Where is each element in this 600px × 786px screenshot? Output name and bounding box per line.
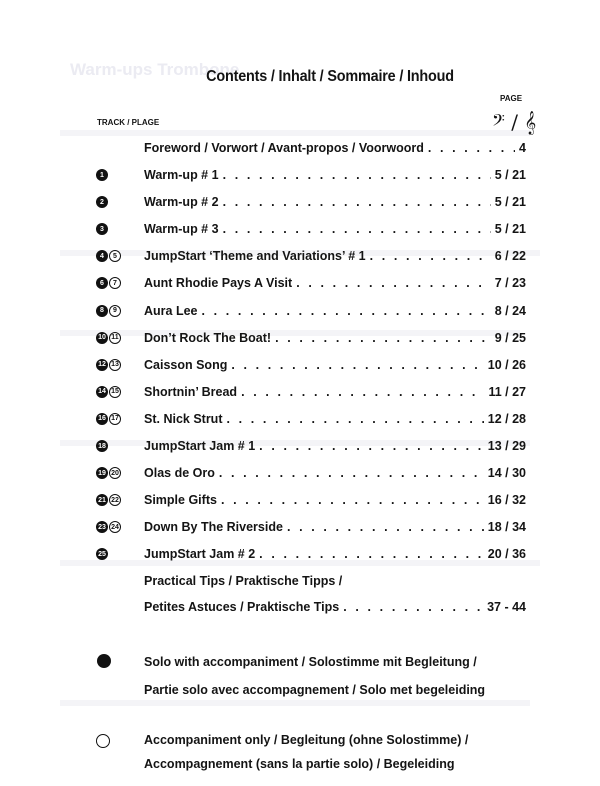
contents-entry <box>96 436 526 456</box>
track-number-filled-icon: 12 <box>96 359 108 371</box>
track-number-filled-icon: 23 <box>96 521 108 533</box>
entry-label: Warm-up # 2 <box>144 195 219 210</box>
entry-label: Down By The Riverside <box>144 520 283 535</box>
entry-pages: 6 / 22 <box>494 249 526 264</box>
entry-pages: 18 / 34 <box>487 520 526 535</box>
background-line <box>60 130 530 136</box>
contents-entry <box>96 192 526 212</box>
entry-pages: 14 / 30 <box>487 466 526 481</box>
contents-entry <box>96 301 526 321</box>
dot-leader <box>370 249 491 263</box>
contents-entry <box>96 273 526 293</box>
page-column-header: PAGE <box>500 94 523 103</box>
dot-leader <box>428 141 515 155</box>
dot-leader <box>227 412 484 426</box>
track-number-filled-icon: 14 <box>96 386 108 398</box>
entry-pages: 20 / 36 <box>487 547 526 562</box>
entry-label: Simple Gifts <box>144 493 217 508</box>
contents-entry <box>96 219 526 239</box>
legend-solo-line1: Solo with accompaniment / Solostimme mit Begleitung / <box>144 655 477 669</box>
track-number-filled-icon: 16 <box>96 413 108 425</box>
entry-label: JumpStart ‘Theme and Variations’ # 1 <box>144 249 366 264</box>
contents-entry <box>96 409 526 429</box>
track-number-filled-icon: 10 <box>96 332 108 344</box>
entry-pages: 37 - 44 <box>487 600 526 614</box>
track-number-outline-icon: 20 <box>109 467 121 479</box>
track-number-outline-icon: 15 <box>109 386 121 398</box>
entry-pages: 5 / 21 <box>494 195 526 210</box>
entry-pages: 5 / 21 <box>494 222 526 237</box>
dot-leader <box>259 547 484 561</box>
legend-accomp-line2: Accompagnement (sans la partie solo) / Begeleiding <box>144 757 455 771</box>
background-line <box>60 700 530 706</box>
track-number-filled-icon: 2 <box>96 196 108 208</box>
outline-circle-icon <box>96 734 110 748</box>
track-number-filled-icon: 4 <box>96 250 108 262</box>
track-number-filled-icon: 3 <box>96 223 108 235</box>
entry-label: Foreword / Vorwort / Avant-propos / Voorwoord <box>144 141 424 155</box>
track-markers <box>96 250 144 262</box>
track-number-outline-icon: 11 <box>109 332 121 344</box>
entry-pages: 12 / 28 <box>487 411 526 426</box>
dot-leader <box>343 600 483 614</box>
dot-leader <box>231 358 483 372</box>
track-markers <box>96 169 144 181</box>
contents-entry <box>96 490 526 510</box>
track-number-outline-icon: 22 <box>109 494 121 506</box>
track-markers <box>96 359 144 371</box>
dot-leader <box>219 466 484 480</box>
dot-leader <box>287 520 484 534</box>
dot-leader <box>223 195 491 209</box>
entry-label: Warm-up # 3 <box>144 222 219 237</box>
entry-label: Olas de Oro <box>144 466 215 481</box>
entry-pages: 5 / 21 <box>494 168 526 182</box>
dot-leader <box>241 385 484 399</box>
track-number-outline-icon: 9 <box>109 305 121 317</box>
track-number-filled-icon: 18 <box>96 440 108 452</box>
filled-circle-icon <box>97 654 111 668</box>
dot-leader <box>223 168 491 182</box>
track-markers <box>96 277 144 289</box>
track-markers <box>96 521 144 533</box>
contents-entry <box>96 165 526 185</box>
track-number-filled-icon: 8 <box>96 305 108 317</box>
track-number-outline-icon: 5 <box>109 250 121 262</box>
track-markers <box>96 440 144 452</box>
contents-entry <box>96 382 526 402</box>
entry-label: JumpStart Jam # 2 <box>144 547 256 562</box>
track-markers <box>96 467 144 479</box>
entry-pages: 11 / 27 <box>488 384 526 399</box>
dot-leader <box>202 304 491 318</box>
tips-row <box>96 597 526 617</box>
track-number-outline-icon: 13 <box>109 359 121 371</box>
track-number-outline-icon: 7 <box>109 277 121 289</box>
legend-accomp-line1: Accompaniment only / Begleitung (ohne Solostimme) / <box>144 733 469 747</box>
contents-entry <box>96 517 526 537</box>
legend-solo-line2: Partie solo avec accompagnement / Solo met begeleiding <box>144 683 486 697</box>
clef-icons: 𝄢 / 𝄞 <box>492 110 537 134</box>
dot-leader <box>296 276 491 290</box>
dot-leader <box>275 331 491 345</box>
track-number-outline-icon: 24 <box>109 521 121 533</box>
track-markers <box>96 305 144 317</box>
entry-pages: 7 / 23 <box>494 276 526 291</box>
tips-label-line1: Practical Tips / Praktische Tipps / <box>144 574 343 588</box>
dot-leader <box>259 439 484 453</box>
contents-entry <box>96 246 526 266</box>
entry-label: Petites Astuces / Praktische Tips <box>144 600 340 614</box>
background-watermark: Warm-ups Trombone <box>70 60 240 79</box>
track-markers <box>96 494 144 506</box>
entry-label: Caisson Song <box>144 357 228 372</box>
entry-pages: 13 / 29 <box>487 439 526 453</box>
dot-leader <box>221 493 484 507</box>
track-markers <box>96 386 144 398</box>
contents-entry <box>96 355 526 375</box>
track-markers <box>96 332 144 344</box>
contents-entry <box>96 328 526 348</box>
track-number-outline-icon: 17 <box>109 413 121 425</box>
entry-pages: 4 <box>519 141 526 155</box>
track-number-filled-icon: 19 <box>96 467 108 479</box>
page-title: Contents / Inhalt / Sommaire / Inhoud <box>206 68 454 85</box>
entry-pages: 16 / 32 <box>487 493 526 508</box>
track-number-filled-icon: 25 <box>96 548 108 560</box>
entry-label: Aura Lee <box>144 303 198 318</box>
dot-leader <box>223 222 491 236</box>
track-number-filled-icon: 6 <box>96 277 108 289</box>
track-markers <box>96 413 144 425</box>
entry-label: Aunt Rhodie Pays A Visit <box>144 276 293 291</box>
track-markers <box>96 223 144 235</box>
track-markers <box>96 548 144 560</box>
entry-pages: 10 / 26 <box>487 357 526 372</box>
entry-label: JumpStart Jam # 1 <box>144 439 256 453</box>
contents-entry <box>96 544 526 564</box>
entry-pages: 8 / 24 <box>494 303 526 318</box>
track-markers <box>96 196 144 208</box>
contents-entry <box>96 463 526 483</box>
entry-label: Shortnin’ Bread <box>144 384 238 399</box>
entry-label: Warm-up # 1 <box>144 168 219 182</box>
track-number-filled-icon: 21 <box>96 494 108 506</box>
entry-label: St. Nick Strut <box>144 411 223 426</box>
track-column-header: TRACK / PLAGE <box>97 118 160 127</box>
track-number-filled-icon: 1 <box>96 169 108 181</box>
entry-label: Don’t Rock The Boat! <box>144 330 272 345</box>
entry-pages: 9 / 25 <box>494 330 526 345</box>
foreword-row <box>96 138 526 158</box>
